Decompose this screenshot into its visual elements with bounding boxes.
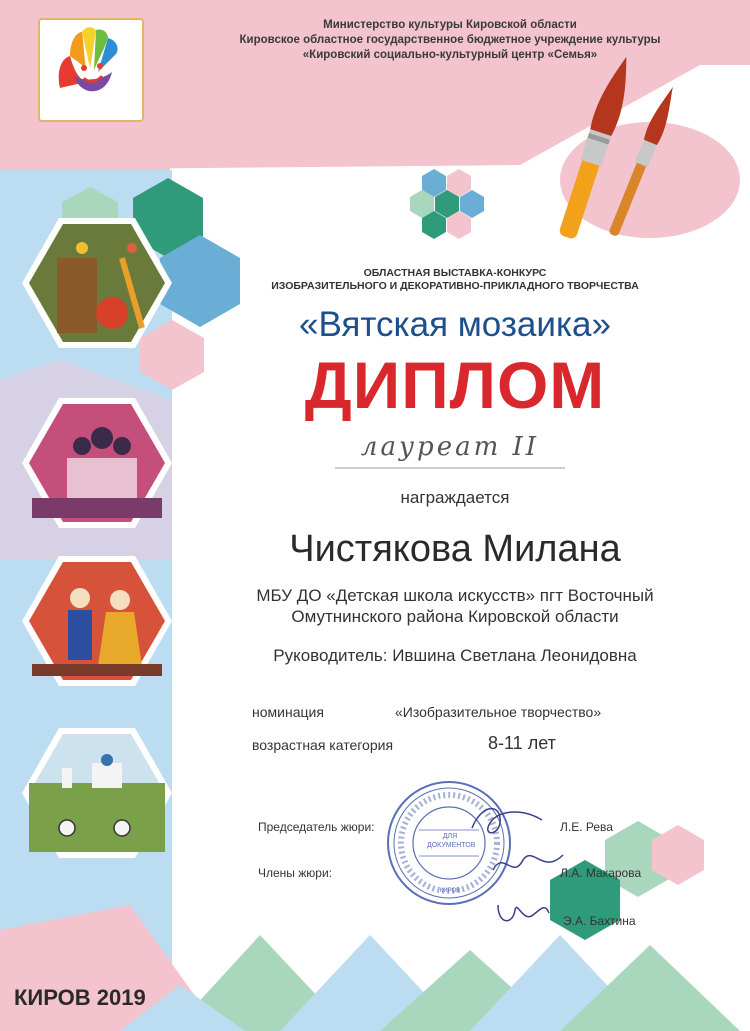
painting-landscape: [22, 728, 172, 858]
awarded-label: награждается: [400, 488, 510, 507]
stamp-center-text: ДЛЯ ДОКУМЕНТОВ: [427, 833, 476, 849]
document-title: ДИПЛОМ: [304, 348, 606, 422]
contest-line-1: ОБЛАСТНАЯ ВЫСТАВКА-КОНКУРС: [363, 267, 547, 279]
ministry-line-1: Министерство культуры Кировской области: [323, 19, 577, 31]
supervisor: Руководитель: Ившина Светлана Леонидовна: [273, 646, 637, 665]
school-info: [200, 585, 710, 627]
painting-church: [22, 398, 172, 528]
award-level-handwritten: лауреат II: [360, 432, 540, 462]
paintbrush-illustration: [545, 55, 695, 250]
painting-still-life: [22, 218, 172, 348]
hand-logo-icon: [40, 20, 142, 120]
jury-chair-label: Председатель жюри:: [258, 820, 375, 834]
jury-members-label: Члены жюри:: [258, 866, 332, 880]
age-category-label: возрастная категория: [252, 737, 394, 753]
painting-dymkovo-toys: [22, 556, 172, 686]
member1-signature: [488, 845, 568, 885]
nomination-label: номинация: [252, 704, 324, 720]
recipient-name: Чистякова Милана: [289, 528, 621, 570]
school-line-1: МБУ ДО «Детская школа искусств» пгт Восточный: [256, 586, 654, 605]
jury-member-2: Э.А. Бахтина: [563, 914, 636, 928]
jury-chair-name: Л.Е. Рева: [560, 820, 613, 834]
ministry-line-2: Кировское областное государственное бюджетное учреждение культуры: [239, 34, 661, 46]
ministry-line-3: «Кировский социально-культурный центр «Семья»: [302, 49, 598, 61]
handwritten-underline: [330, 465, 570, 471]
school-line-2: Омутнинского района Кировской области: [291, 607, 619, 626]
jury-member-1: Л.А. Макарова: [560, 866, 642, 880]
chair-signature: [462, 798, 552, 843]
footer-city-year: КИРОВ 2019: [14, 985, 146, 1010]
nomination-value: «Изобразительное творчество»: [395, 704, 602, 720]
contest-line-2: ИЗОБРАЗИТЕЛЬНОГО И ДЕКОРАТИВНО-ПРИКЛАДНОГО ТВОРЧЕСТВА: [271, 280, 639, 292]
age-category-value: 8-11 лет: [488, 733, 556, 753]
member2-signature: [493, 895, 553, 930]
stamp-city-text: КИРОВ: [439, 888, 461, 894]
contest-name: «Вятская мозаика»: [299, 305, 611, 344]
organization-logo: [38, 18, 144, 122]
contest-subtitle: [245, 267, 665, 293]
